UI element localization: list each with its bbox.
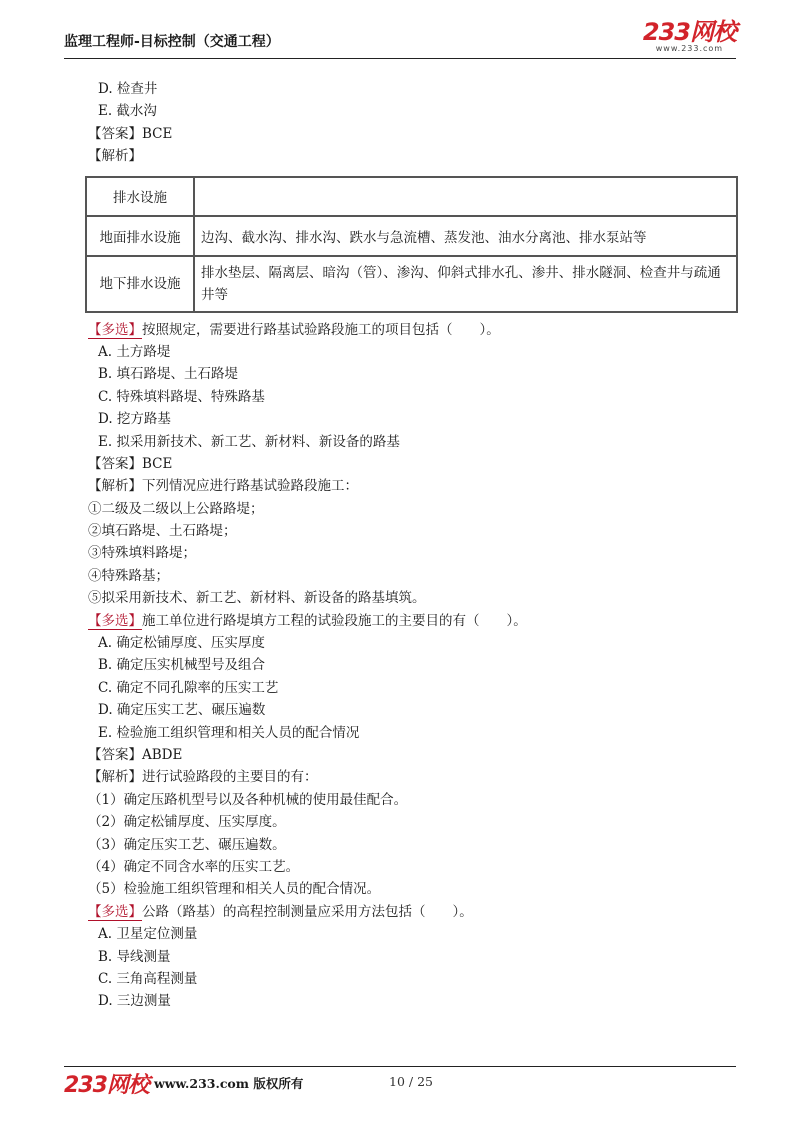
option-line: B. 导线测量 xyxy=(98,948,171,965)
table-header-cell: 排水设施 xyxy=(86,177,194,216)
question-stem xyxy=(88,610,740,632)
multi-choice-tag: 【多选】 xyxy=(88,612,142,629)
page-header xyxy=(64,20,736,59)
analysis-line: （4）确定不同含水率的压实工艺。 xyxy=(88,858,300,875)
footer-logo: 233网校 xyxy=(64,1073,149,1098)
analysis-line: （2）确定松铺厚度、压实厚度。 xyxy=(88,814,286,831)
option-line: E. 检验施工组织管理和相关人员的配合情况 xyxy=(98,724,360,741)
analysis-line: （1）确定压路机型号以及各种机械的使用最佳配合。 xyxy=(88,791,408,808)
analysis-line: （5）检验施工组织管理和相关人员的配合情况。 xyxy=(88,881,381,898)
table-header-row xyxy=(86,177,737,216)
option-line: A. 卫星定位测量 xyxy=(98,926,198,943)
page-number: 10 / 25 xyxy=(389,1074,433,1089)
question-text: 按照规定，需要进行路基试验路段施工的项目包括（ ）。 xyxy=(142,321,500,338)
question-text: 公路（路基）的高程控制测量应采用方法包括（ ）。 xyxy=(142,903,473,920)
analysis-line: ⑤拟采用新技术、新工艺、新材料、新设备的路基填筑。 xyxy=(88,590,426,607)
question-text: 施工单位进行路堤填方工程的试验段施工的主要目的有（ ）。 xyxy=(142,612,527,629)
table-cell: 排水垫层、隔离层、暗沟（管）、渗沟、仰斜式排水孔、渗井、排水隧洞、检查井与疏通井等 xyxy=(194,256,737,312)
answer-line: 【答案】BCE xyxy=(88,125,173,142)
option-line: E. 截水沟 xyxy=(98,103,157,120)
logo-url: www.233.com xyxy=(655,44,724,53)
analysis-line: ①二级及二级以上公路路堤； xyxy=(88,500,264,517)
analysis-line: ④特殊路基； xyxy=(88,567,169,584)
table-cell: 地下排水设施 xyxy=(86,256,194,312)
option-line: D. 确定压实工艺、碾压遍数 xyxy=(98,702,266,719)
brand-logo xyxy=(643,20,736,53)
multi-choice-tag: 【多选】 xyxy=(88,903,142,920)
analysis-line: （3）确定压实工艺、碾压遍数。 xyxy=(88,836,286,853)
footer-copyright: www.233.com 版权所有 xyxy=(154,1076,304,1091)
option-line: D. 检查井 xyxy=(98,81,158,97)
option-line: B. 确定压实机械型号及组合 xyxy=(98,657,266,674)
analysis-line: ②填石路堤、土石路堤； xyxy=(88,523,237,540)
analysis-line: 【解析】进行试验路段的主要目的有： xyxy=(88,769,318,786)
table-cell: 边沟、截水沟、排水沟、跌水与急流槽、蒸发池、油水分离池、排水泵站等 xyxy=(194,216,737,256)
question-stem xyxy=(88,901,740,923)
document-body xyxy=(88,78,740,1013)
option-line: E. 拟采用新技术、新工艺、新材料、新设备的路基 xyxy=(98,433,400,450)
table-cell: 地面排水设施 xyxy=(86,216,194,256)
drainage-table xyxy=(85,176,738,313)
table-row xyxy=(86,216,737,256)
option-line: A. 确定松铺厚度、压实厚度 xyxy=(98,635,265,652)
option-line: C. 确定不同孔隙率的压实工艺 xyxy=(98,679,279,696)
analysis-line: 【解析】下列情况应进行路基试验路段施工： xyxy=(88,478,358,495)
option-line: D. 三边测量 xyxy=(98,993,171,1010)
option-line: D. 挖方路基 xyxy=(98,411,171,428)
analysis-label: 【解析】 xyxy=(88,148,142,165)
option-line: B. 填石路堤、土石路堤 xyxy=(98,366,239,383)
answer-line: 【答案】BCE xyxy=(88,455,173,472)
analysis-line: ③特殊填料路堤； xyxy=(88,545,196,562)
document-title: 监理工程师-目标控制（交通工程） xyxy=(64,34,280,50)
page-footer xyxy=(64,1066,736,1097)
multi-choice-tag: 【多选】 xyxy=(88,321,142,338)
table-header-cell xyxy=(194,177,737,216)
logo-wordmark: 233网校 xyxy=(642,18,736,46)
option-line: A. 土方路堤 xyxy=(98,343,171,360)
answer-line: 【答案】ABDE xyxy=(88,746,183,763)
question-stem xyxy=(88,319,740,341)
option-line: C. 三角高程测量 xyxy=(98,970,198,987)
table-row xyxy=(86,256,737,312)
option-line: C. 特殊填料路堤、特殊路基 xyxy=(98,388,265,405)
